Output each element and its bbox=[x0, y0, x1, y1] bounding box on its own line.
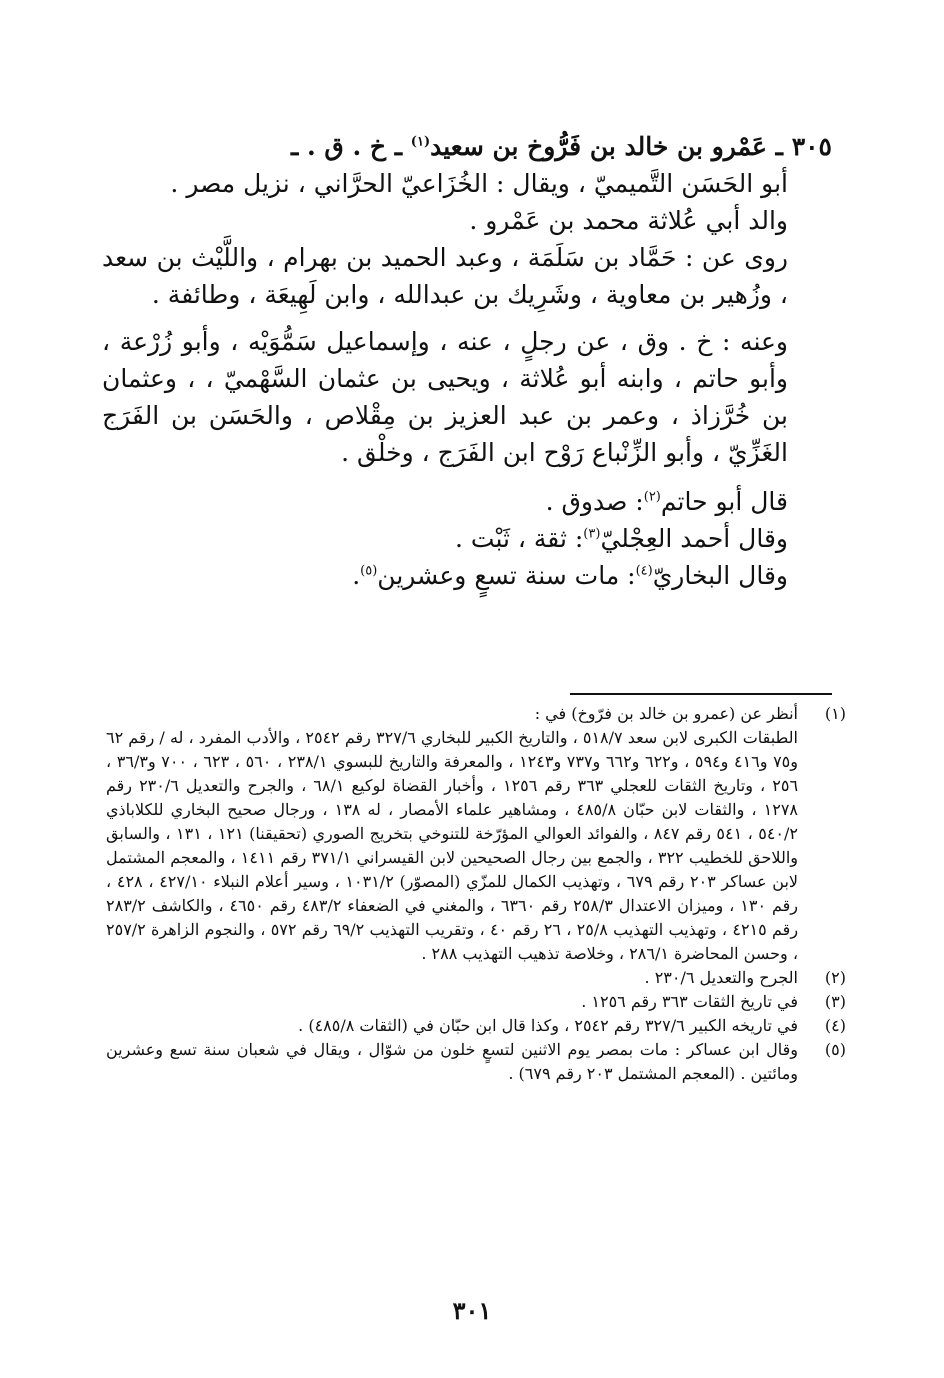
footnote-marker: (١) bbox=[410, 134, 431, 150]
entry-line-father: والد أبي عُلاثة محمد بن عَمْرو . bbox=[469, 206, 788, 235]
footnote-number: (١) bbox=[824, 704, 846, 723]
entry-symbols: ـ خ . ق . ـ bbox=[290, 132, 403, 161]
footnote-number: (٥) bbox=[824, 1040, 846, 1059]
entry-line-kunya: أبو الحَسَن التَّميميّ ، ويقال : الخُزَاعيّ الحرَّاني ، نزيل مصر . bbox=[170, 169, 788, 198]
footnote-text: أنظر عن (عمرو بن خالد بن فرّوخ) في : bbox=[534, 704, 798, 723]
footnote bbox=[106, 966, 846, 990]
footnote-text: الطبقات الكبرى لابن سعد ٥١٨/٧ ، والتاريخ الكبير للبخاري ٣٢٧/٦ رقم ٢٥٤٢ ، والأدب المفرد ، له / رقم ٦٢ و٧٥ و٤١٦ و٥٩٤ ، و٦٢٢ و٦٦٢ و٧٣٧ و١٢٤٣ ، والمعرفة والتاريخ للبسوي ٢٣٨/١ ، ٥٦٠ ، ٦٢٣ ، ٧٠٠ و٣٦/٣ ، ٢٥٦ ، وتاريخ الثقات للعجلي ٣٦٣ رقم ١٢٥٦ ، وأخبار القضاة لوكيع ٦٨/١ ، والجرح والتعديل ٢٣٠/٦ رقم ١٢٧٨ ، والثقات لابن حبّان ٤٨٥/٨ ، ومشاهير علماء الأمصار ، له ١٣٨ ، ورجال صحيح البخاري للكلاباذي ٥٤٠/٢ ، ٥٤١ رقم ٨٤٧ ، والفوائد العوالي المؤرّخة للتنوخي بتخريج الصوري (تحقيقنا) ١٢١ ، ١٣١ ، والسابق واللاحق للخطيب ٣٢٢ ، والجمع بين رجال الصحيحين لابن القيسراني ٣٧١/١ رقم ١٤١١ ، والمعجم المشتمل لابن عساكر ٢٠٣ رقم ٦٧٩ ، وتهذيب الكمال للمزّي (المصوّر) ١٠٣١/٢ ، وسير أعلام النبلاء ٤٢٧/١٠ ، ٤٢٨ ، رقم ١٣٠ ، وميزان الاعتدال ٢٥٨/٣ رقم ٦٣٦٠ ، والمغني في الضعفاء ٤٨٣/٢ رقم ٤٦٥٠ ، والكاشف ٢٨٣/٢ رقم ٤٢١٥ ، وتهذيب التهذيب ٢٥/٨ ، ٢٦ رقم ٤٠ ، وتقريب التهذيب ٦٩/٢ رقم ٥٧٢ ، والنجوم الزاهرة ٢٥٧/٢ ، وحسن المحاضرة ٢٨٦/١ ، وخلاصة تذهيب التهذيب ٢٨٨ . bbox=[106, 728, 799, 963]
entry-title: ٣٠٥ ـ عَمْرو بن خالد بن فَرُّوخ بن سعيد bbox=[430, 132, 832, 161]
quote-speaker: وقال البخاريّ bbox=[652, 561, 788, 590]
footnote bbox=[106, 726, 846, 966]
footnote bbox=[106, 1038, 846, 1086]
footnotes bbox=[106, 702, 846, 1086]
footnote-number: (٢) bbox=[824, 968, 846, 987]
footnote-marker: (٥) bbox=[360, 563, 378, 579]
narrated-from-paragraph: روى عن : حَمَّاد بن سَلَمَة ، وعبد الحميد بن بهرام ، واللَّيْث بن سعد ، وزُهير بن معاوية ، وشَرِيك بن عبدالله ، وابن لَهِيعَة ، وطائفة . bbox=[102, 243, 788, 309]
footnote-text: في تاريخ الثقات ٣٦٣ رقم ١٢٥٦ . bbox=[581, 992, 798, 1011]
footnote-text: وقال ابن عساكر : مات بمصر يوم الاثنين لتسعٍ خلون من شوّال ، ويقال في شعبان سنة تسع وعشرين ومائتين . (المعجم المشتمل ٢٠٣ رقم ٦٧٩) . bbox=[106, 1040, 798, 1083]
footnote-divider bbox=[570, 693, 832, 695]
quote-line bbox=[102, 557, 832, 594]
footnote-number: (٣) bbox=[824, 992, 846, 1011]
quote-text: : مات سنة تسعٍ وعشرين bbox=[377, 561, 636, 590]
quote-speaker: قال أبو حاتم bbox=[660, 487, 788, 516]
quote-text: : صدوق . bbox=[545, 487, 644, 516]
footnote bbox=[106, 702, 846, 726]
entry-heading bbox=[102, 128, 832, 165]
page-number: ٣٠١ bbox=[452, 1296, 492, 1325]
quotes-block bbox=[102, 483, 832, 594]
biography-entry bbox=[102, 128, 832, 594]
quote-line bbox=[102, 483, 832, 520]
footnote bbox=[106, 1014, 846, 1038]
footnote-text: في تاريخه الكبير ٣٢٧/٦ رقم ٢٥٤٢ ، وكذا قال ابن حبّان في (الثقات ٤٨٥/٨) . bbox=[298, 1016, 798, 1035]
footnote-text: الجرح والتعديل ٢٣٠/٦ . bbox=[644, 968, 798, 987]
footnote-marker: (٣) bbox=[583, 526, 601, 542]
narrators-paragraph: وعنه : خ . وق ، عن رجلٍ ، عنه ، وإسماعيل سَمُّوَيْه ، وأبو زُرْعة ، وأبو حاتم ، وابنه أبو عُلاثة ، ويحيى بن عثمان السَّهْميّ ، ، وعثمان بن خُرَّزاذ ، وعمر بن عبد العزيز بن مِقْلاص ، والحَسَن بن الفَرَج الغَزِّيّ ، وأبو الزِّنْباع رَوْح ابن الفَرَج ، وخلْق . bbox=[102, 327, 788, 467]
footnote-marker: (٢) bbox=[643, 489, 661, 505]
quote-end: . bbox=[352, 561, 361, 590]
quote-line bbox=[102, 520, 832, 557]
footnote-marker: (٤) bbox=[635, 563, 653, 579]
footnote-number: (٤) bbox=[824, 1016, 846, 1035]
footnote bbox=[106, 990, 846, 1014]
quote-text: : ثقة ، ثَبْت . bbox=[455, 524, 584, 553]
quote-speaker: وقال أحمد العِجْليّ bbox=[600, 524, 788, 553]
